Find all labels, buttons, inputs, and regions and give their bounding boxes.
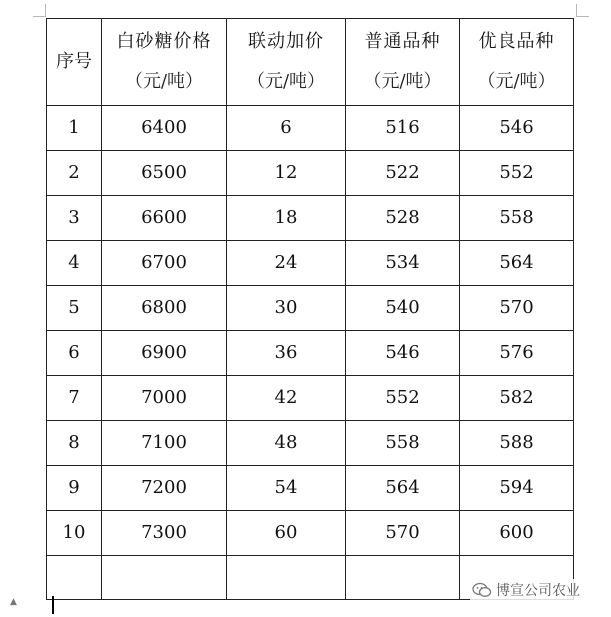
cell-sugar-price[interactable]: 7200 — [102, 466, 227, 511]
cell-fine-variety[interactable]: 576 — [460, 331, 574, 376]
cell-linked-increase[interactable]: 48 — [227, 421, 346, 466]
cell-seq[interactable]: 3 — [47, 196, 102, 241]
table-row — [47, 286, 574, 331]
cell-normal-variety[interactable]: 558 — [346, 421, 460, 466]
cell-normal-variety[interactable]: 516 — [346, 106, 460, 151]
cell-normal-variety[interactable]: 528 — [346, 196, 460, 241]
table-row — [47, 331, 574, 376]
cell-sugar-price[interactable]: 6900 — [102, 331, 227, 376]
header-linked-increase[interactable] — [227, 19, 346, 106]
table-header-row — [47, 19, 574, 106]
watermark-text: 博宣公司农业 — [496, 583, 580, 599]
cell-seq[interactable]: 1 — [47, 106, 102, 151]
table-row — [47, 421, 574, 466]
header-sugar-price-label: 白砂糖价格 — [116, 31, 212, 52]
cell-empty[interactable] — [346, 556, 460, 600]
table-row — [47, 511, 574, 556]
cell-sugar-price[interactable]: 7000 — [102, 376, 227, 421]
cell-sugar-price[interactable]: 6700 — [102, 241, 227, 286]
header-seq[interactable] — [47, 19, 102, 106]
cell-seq[interactable]: 2 — [47, 151, 102, 196]
page-corner-mark-left — [33, 4, 46, 17]
text-cursor — [52, 596, 54, 614]
page-corner-mark-right — [576, 4, 589, 17]
cell-fine-variety[interactable]: 570 — [460, 286, 574, 331]
watermark — [470, 579, 584, 601]
cell-normal-variety[interactable]: 570 — [346, 511, 460, 556]
header-normal-variety-label: 普通品种 — [364, 31, 441, 52]
margin-arrow-icon: ▲ — [10, 597, 17, 607]
cell-empty[interactable] — [47, 556, 102, 600]
sugar-price-table — [46, 18, 574, 600]
cell-seq[interactable]: 10 — [47, 511, 102, 556]
cell-sugar-price[interactable]: 6500 — [102, 151, 227, 196]
header-sugar-price-unit: （元/吨） — [124, 71, 204, 92]
cell-normal-variety[interactable]: 552 — [346, 376, 460, 421]
table-row — [47, 151, 574, 196]
cell-linked-increase[interactable]: 60 — [227, 511, 346, 556]
table-row — [47, 106, 574, 151]
cell-fine-variety[interactable]: 552 — [460, 151, 574, 196]
cell-normal-variety[interactable]: 522 — [346, 151, 460, 196]
cell-fine-variety[interactable]: 582 — [460, 376, 574, 421]
header-seq-label: 序号 — [56, 51, 92, 72]
cell-fine-variety[interactable]: 558 — [460, 196, 574, 241]
header-normal-variety-unit: （元/吨） — [363, 71, 442, 92]
cell-normal-variety[interactable]: 546 — [346, 331, 460, 376]
cell-sugar-price[interactable]: 7300 — [102, 511, 227, 556]
cell-seq[interactable]: 9 — [47, 466, 102, 511]
cell-linked-increase[interactable]: 42 — [227, 376, 346, 421]
cell-linked-increase[interactable]: 6 — [227, 106, 346, 151]
cell-linked-increase[interactable]: 36 — [227, 331, 346, 376]
header-fine-variety[interactable] — [460, 19, 574, 106]
cell-linked-increase[interactable]: 24 — [227, 241, 346, 286]
cell-sugar-price[interactable]: 6800 — [102, 286, 227, 331]
table-row — [47, 376, 574, 421]
cell-seq[interactable]: 8 — [47, 421, 102, 466]
cell-sugar-price[interactable]: 6400 — [102, 106, 227, 151]
header-fine-variety-label: 优良品种 — [478, 31, 555, 52]
cell-normal-variety[interactable]: 534 — [346, 241, 460, 286]
cell-linked-increase[interactable]: 30 — [227, 286, 346, 331]
cell-linked-increase[interactable]: 12 — [227, 151, 346, 196]
cell-sugar-price[interactable]: 6600 — [102, 196, 227, 241]
cell-empty[interactable] — [102, 556, 227, 600]
cell-sugar-price[interactable]: 7100 — [102, 421, 227, 466]
header-linked-increase-unit: （元/吨） — [246, 71, 326, 92]
wechat-icon — [472, 582, 492, 598]
header-fine-variety-unit: （元/吨） — [477, 71, 556, 92]
cell-fine-variety[interactable]: 594 — [460, 466, 574, 511]
cell-linked-increase[interactable]: 54 — [227, 466, 346, 511]
cell-linked-increase[interactable]: 18 — [227, 196, 346, 241]
cell-fine-variety[interactable]: 600 — [460, 511, 574, 556]
table-row — [47, 466, 574, 511]
table-row — [47, 241, 574, 286]
cell-empty[interactable] — [227, 556, 346, 600]
cell-fine-variety[interactable]: 546 — [460, 106, 574, 151]
cell-normal-variety[interactable]: 540 — [346, 286, 460, 331]
cell-seq[interactable]: 6 — [47, 331, 102, 376]
cell-seq[interactable]: 4 — [47, 241, 102, 286]
header-sugar-price[interactable] — [102, 19, 227, 106]
cell-fine-variety[interactable]: 588 — [460, 421, 574, 466]
header-normal-variety[interactable] — [346, 19, 460, 106]
table-row — [47, 196, 574, 241]
header-linked-increase-label: 联动加价 — [248, 31, 324, 52]
cell-fine-variety[interactable]: 564 — [460, 241, 574, 286]
cell-seq[interactable]: 5 — [47, 286, 102, 331]
cell-normal-variety[interactable]: 564 — [346, 466, 460, 511]
cell-seq[interactable]: 7 — [47, 376, 102, 421]
